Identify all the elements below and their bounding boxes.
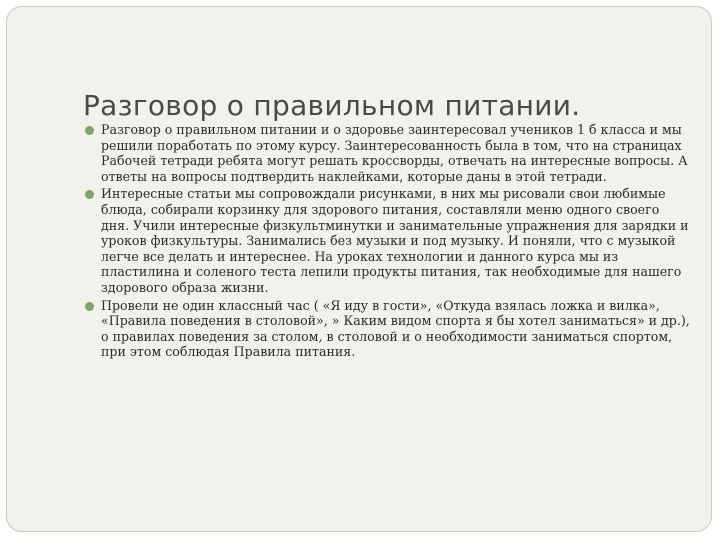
bullet-dot-icon: [85, 190, 94, 199]
bullet-text: Интересные статьи мы сопровождали рисунками, в них мы рисовали свои любимые блюда, собирали корзинку для здорового питания, составляли меню одного своего дня. Учили интересные физкультминутки и занимательные упражнения для зарядки и уроков физкультуры. Занимались без музыки и под музыку. И поняли, что с музыкой легче все делать и интереснее. На уроках технологии и данного курса мы из пластилина и соленого теста лепили продукты питания, так необходимые для нашего здорового образа жизни.: [101, 186, 689, 295]
bullet-item: [81, 298, 691, 360]
bullet-item: [81, 186, 691, 295]
bullet-text: Провели не один классный час ( «Я иду в гости», «Откуда взялась ложка и вилка», «Правила поведения в столовой», » Каким видом спорта я бы хотел заниматься» и др.), о правилах поведения за столом, в столовой и о необходимости заниматься спортом, при этом соблюдая Правила питания.: [101, 297, 690, 360]
bullet-text: Разговор о правильном питании и о здоровье заинтересовал учеников 1 б класса и мы решили поработать по этому курсу. Заинтересованность была в том, что на страницах Рабочей тетради ребята могут решать кроссворды, отвечать на интересные вопросы. А ответы на вопросы подтвердить наклейками, которые даны в этой тетради.: [101, 122, 688, 184]
slide-title: Разговор о правильном питании.: [83, 88, 581, 122]
bullet-dot-icon: [85, 302, 94, 311]
bullet-dot-icon: [85, 126, 94, 135]
bullet-item: [81, 122, 691, 184]
bullet-list: [81, 122, 691, 362]
slide: [6, 6, 712, 532]
